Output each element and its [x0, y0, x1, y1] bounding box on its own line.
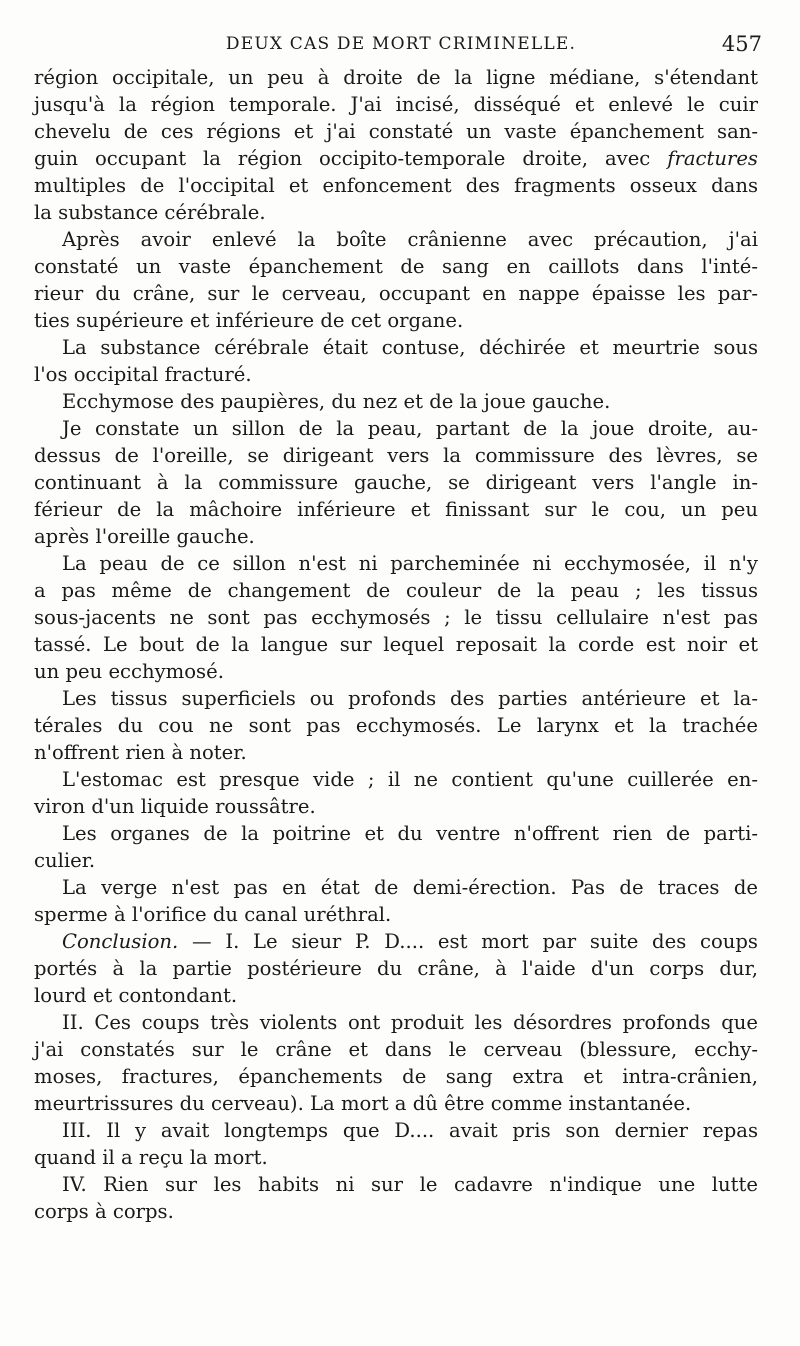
text-line: un peu ecchymosé.	[34, 660, 224, 683]
paragraph	[34, 820, 758, 874]
text-line: rieur du crâne, sur le cerveau, occupant en nappe épaisse les par-	[34, 282, 758, 305]
text-line: moses, fractures, épanchements de sang extra et intra-crânien,	[34, 1065, 758, 1088]
text-line: jusqu'à la région temporale. J'ai incisé, disséqué et enlevé le cuir	[34, 93, 758, 116]
page-number: 457	[721, 32, 762, 56]
text-line: III. Il y avait longtemps que D.... avait pris son dernier repas	[62, 1119, 758, 1142]
text-line	[34, 145, 758, 172]
text-line: dessus de l'oreille, se dirigeant vers la commissure des lèvres, se	[34, 444, 758, 467]
text-line: constaté un vaste épanchement de sang en caillots dans l'inté-	[34, 255, 758, 278]
running-title: DEUX CAS DE MORT CRIMINELLE.	[225, 34, 577, 54]
text-line: n'offrent rien à noter.	[34, 741, 247, 764]
paragraph	[34, 685, 758, 766]
text-line: portés à la partie postérieure du crâne, à l'aide d'un corps dur,	[34, 957, 758, 980]
conclusion-label: Conclusion.	[62, 930, 179, 953]
paragraph	[34, 226, 758, 334]
text-line: Je constate un sillon de la peau, partant de la joue droite, au-	[62, 417, 758, 440]
text-line: lourd et contondant.	[34, 984, 238, 1007]
paragraph	[34, 415, 758, 550]
text-line: Ecchymose des paupières, du nez et de la joue gauche.	[62, 390, 611, 413]
text-line: corps à corps.	[34, 1200, 174, 1223]
text-line: culier.	[34, 849, 96, 872]
paragraph	[34, 874, 758, 928]
paragraph	[34, 1117, 758, 1171]
text-line: ties supérieure et inférieure de cet organe.	[34, 309, 464, 332]
text-line: viron d'un liquide roussâtre.	[34, 795, 316, 818]
text-line: II. Ces coups très violents ont produit les désordres profonds que	[62, 1011, 758, 1034]
paragraph	[34, 64, 758, 226]
text-line: après l'oreille gauche.	[34, 525, 255, 548]
text-line: tassé. Le bout de la langue sur lequel reposait la corde est noir et	[34, 633, 758, 656]
page-header	[40, 32, 762, 58]
paragraph	[34, 766, 758, 820]
text-line: IV. Rien sur les habits ni sur le cadavre n'indique une lutte	[62, 1173, 758, 1196]
paragraph	[34, 928, 758, 1009]
text-line: La peau de ce sillon n'est ni parcheminée ni ecchymosée, il n'y	[62, 552, 758, 575]
paragraph	[34, 550, 758, 685]
text-line: sous-jacents ne sont pas ecchymosés ; le tissu cellulaire n'est pas	[34, 606, 758, 629]
text-line: quand il a reçu la mort.	[34, 1146, 268, 1169]
text-line: multiples de l'occipital et enfoncement des fragments osseux dans	[34, 174, 758, 197]
text-line: sperme à l'orifice du canal uréthral.	[34, 903, 392, 926]
text-line: l'os occipital fracturé.	[34, 363, 252, 386]
text-line: chevelu de ces régions et j'ai constaté un vaste épanchement san-	[34, 120, 758, 143]
text-line: La verge n'est pas en état de demi-érection. Pas de traces de	[62, 876, 758, 899]
text-run: guin occupant la région occipito-temporale droite, avec fractures	[34, 147, 758, 170]
text-line: continuant à la commissure gauche, se dirigeant vers l'angle in-	[34, 471, 758, 494]
text-run: — I. Le sieur P. D.... est mort par suite des coups	[191, 930, 758, 953]
text-line: la substance cérébrale.	[34, 201, 266, 224]
text-line: Après avoir enlevé la boîte crânienne avec précaution, j'ai	[62, 228, 758, 251]
text-line: meurtrissures du cerveau). La mort a dû être comme instantanée.	[34, 1092, 692, 1115]
paragraph	[34, 1171, 758, 1225]
text-line: Les organes de la poitrine et du ventre n'offrent rien de parti-	[62, 822, 758, 845]
paragraph	[34, 1009, 758, 1117]
text-line: Les tissus superficiels ou profonds des parties antérieure et la-	[62, 687, 758, 710]
text-line: région occipitale, un peu à droite de la ligne médiane, s'étendant	[34, 66, 758, 89]
text-line: La substance cérébrale était contuse, déchirée et meurtrie sous	[62, 336, 758, 359]
text-line: férieur de la mâchoire inférieure et finissant sur le cou, un peu	[34, 498, 758, 521]
text-line: L'estomac est presque vide ; il ne contient qu'une cuillerée en-	[62, 768, 758, 791]
page-body	[34, 64, 758, 1225]
paragraph	[34, 334, 758, 388]
text-line: j'ai constatés sur le crâne et dans le cerveau (blessure, ecchy-	[34, 1038, 758, 1061]
text-line: térales du cou ne sont pas ecchymosés. Le larynx et la trachée	[34, 714, 758, 737]
paragraph	[34, 388, 758, 415]
text-line	[34, 928, 758, 955]
text-line: a pas même de changement de couleur de la peau ; les tissus	[34, 579, 758, 602]
